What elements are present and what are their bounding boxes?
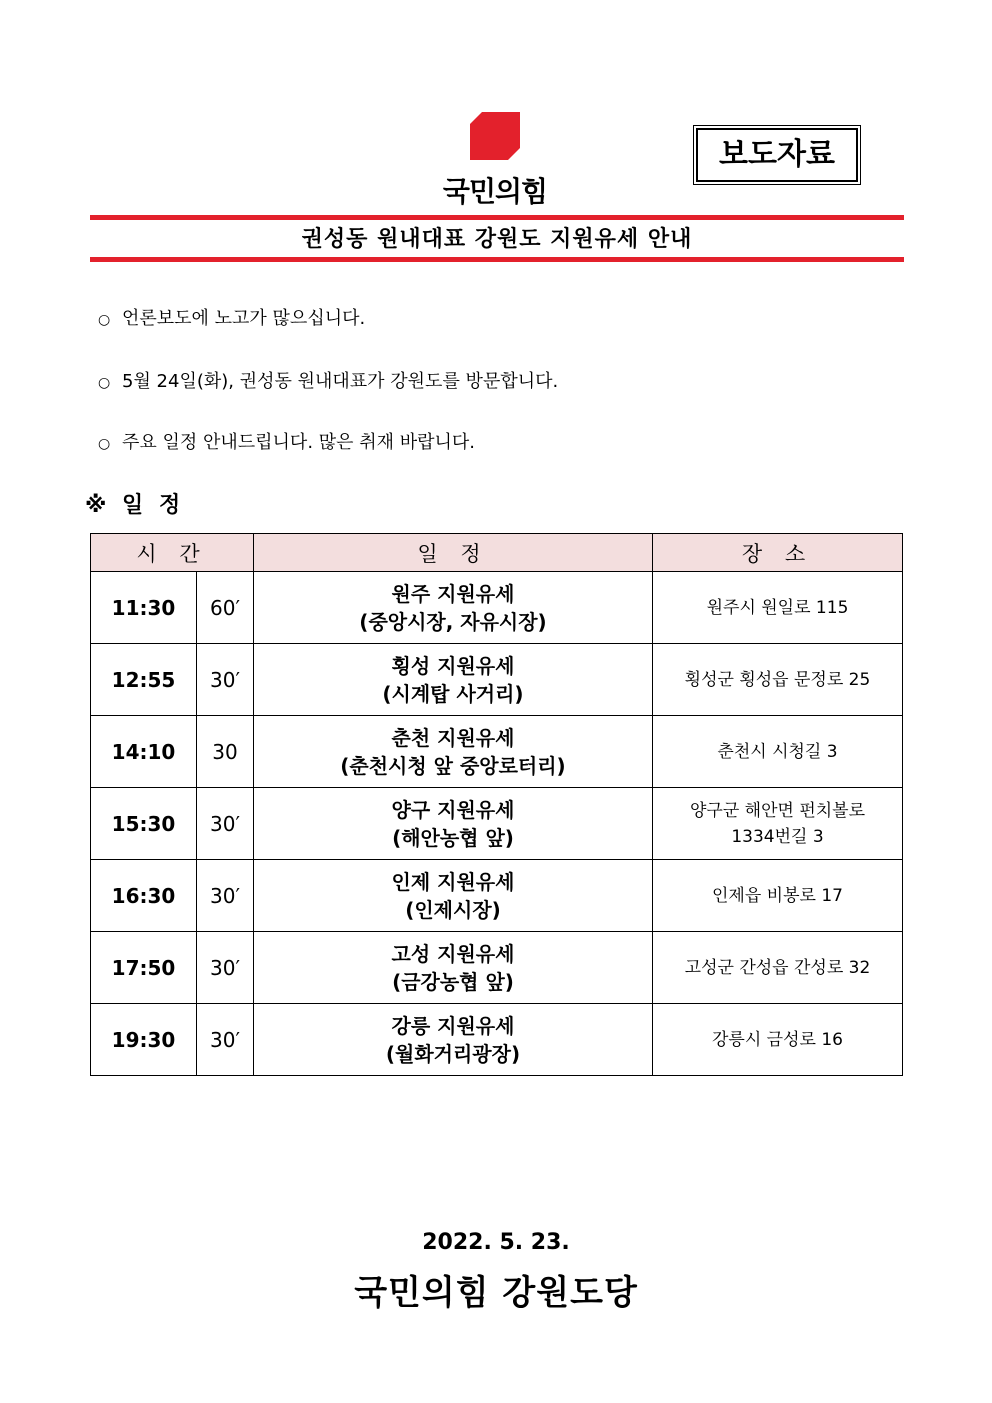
- table-row: [91, 860, 903, 932]
- row-event: [254, 716, 653, 788]
- row-time: 16:30: [91, 860, 197, 932]
- row-time: 14:10: [91, 716, 197, 788]
- event-location-note: (해안농협 앞): [392, 825, 514, 850]
- place-line: 춘천시 시청길 3: [717, 741, 838, 762]
- place-line: 고성군 간성읍 간성로 32: [684, 957, 871, 978]
- place-line: 양구군 해안면 펀치볼로: [689, 800, 866, 821]
- headline: 권성동 원내대표 강원도 지원유세 안내: [301, 227, 693, 252]
- bullet-item: [98, 428, 475, 454]
- section-title: ※ 일 정: [85, 493, 185, 518]
- party-logo-text: 국민의힘: [442, 175, 548, 208]
- bullet-marker: ○: [98, 436, 111, 452]
- event-title: 횡성 지원유세: [391, 653, 515, 678]
- header-place: 장 소: [653, 534, 903, 572]
- row-event: [254, 1004, 653, 1076]
- place-line: 1334번길 3: [731, 826, 824, 847]
- row-event: [254, 788, 653, 860]
- row-event: [254, 860, 653, 932]
- event-location-note: (금강농협 앞): [392, 969, 514, 994]
- header-event: 일 정: [254, 534, 653, 572]
- row-duration: 30′: [197, 932, 254, 1004]
- row-place: [653, 572, 903, 644]
- bullet-marker: ○: [98, 312, 111, 328]
- event-title: 양구 지원유세: [391, 797, 515, 822]
- row-time: 11:30: [91, 572, 197, 644]
- row-duration: 30′: [197, 860, 254, 932]
- place-line: 인제읍 비봉로 17: [712, 885, 843, 906]
- party-logo-icon: [470, 112, 520, 160]
- row-place: [653, 860, 903, 932]
- table-row: [91, 788, 903, 860]
- place-line: 강릉시 금성로 16: [712, 1029, 843, 1050]
- row-time: 19:30: [91, 1004, 197, 1076]
- table-row: [91, 572, 903, 644]
- bullet-marker: ○: [98, 375, 111, 391]
- table-row: [91, 716, 903, 788]
- bullet-item: [98, 304, 365, 330]
- organization-name: 국민의힘 강원도당: [354, 1273, 638, 1313]
- event-location-note: (시계탑 사거리): [382, 681, 524, 706]
- row-place: [653, 932, 903, 1004]
- row-time: 12:55: [91, 644, 197, 716]
- header-time: 시 간: [91, 534, 254, 572]
- row-event: [254, 932, 653, 1004]
- row-time: 17:50: [91, 932, 197, 1004]
- event-location-note: (월화거리광장): [385, 1041, 521, 1066]
- event-title: 춘천 지원유세: [391, 725, 515, 750]
- event-title: 원주 지원유세: [391, 581, 515, 606]
- place-line: 원주시 원일로 115: [706, 597, 849, 618]
- bullet-text: 5월 24일(화), 권성동 원내대표가 강원도를 방문합니다.: [122, 371, 559, 392]
- bullet-text: 주요 일정 안내드립니다. 많은 취재 바랍니다.: [122, 432, 476, 453]
- release-date: 2022. 5. 23.: [422, 1230, 570, 1255]
- row-time: 15:30: [91, 788, 197, 860]
- press-release-badge: 보도자료: [696, 128, 858, 182]
- event-location-note: (인제시장): [405, 897, 501, 922]
- event-location-note: (춘천시청 앞 중앙로터리): [340, 753, 566, 778]
- event-title: 인제 지원유세: [391, 869, 515, 894]
- row-duration: 30′: [197, 644, 254, 716]
- table-row: [91, 932, 903, 1004]
- schedule-table: [90, 533, 903, 1076]
- headline-rule-top: [90, 215, 904, 220]
- row-place: [653, 644, 903, 716]
- row-duration: 60′: [197, 572, 254, 644]
- row-place: [653, 788, 903, 860]
- table-row: [91, 1004, 903, 1076]
- headline-rule-bottom: [90, 257, 904, 262]
- row-duration: 30: [197, 716, 254, 788]
- event-title: 강릉 지원유세: [391, 1013, 515, 1038]
- table-header-row: [91, 534, 903, 572]
- row-duration: 30′: [197, 788, 254, 860]
- event-location-note: (중앙시장, 자유시장): [359, 609, 547, 634]
- bullet-item: [98, 367, 558, 393]
- table-row: [91, 644, 903, 716]
- place-line: 횡성군 횡성읍 문정로 25: [684, 669, 871, 690]
- row-place: [653, 716, 903, 788]
- row-event: [254, 572, 653, 644]
- row-place: [653, 1004, 903, 1076]
- row-event: [254, 644, 653, 716]
- bullet-text: 언론보도에 노고가 많으십니다.: [122, 308, 366, 329]
- event-title: 고성 지원유세: [391, 941, 515, 966]
- row-duration: 30′: [197, 1004, 254, 1076]
